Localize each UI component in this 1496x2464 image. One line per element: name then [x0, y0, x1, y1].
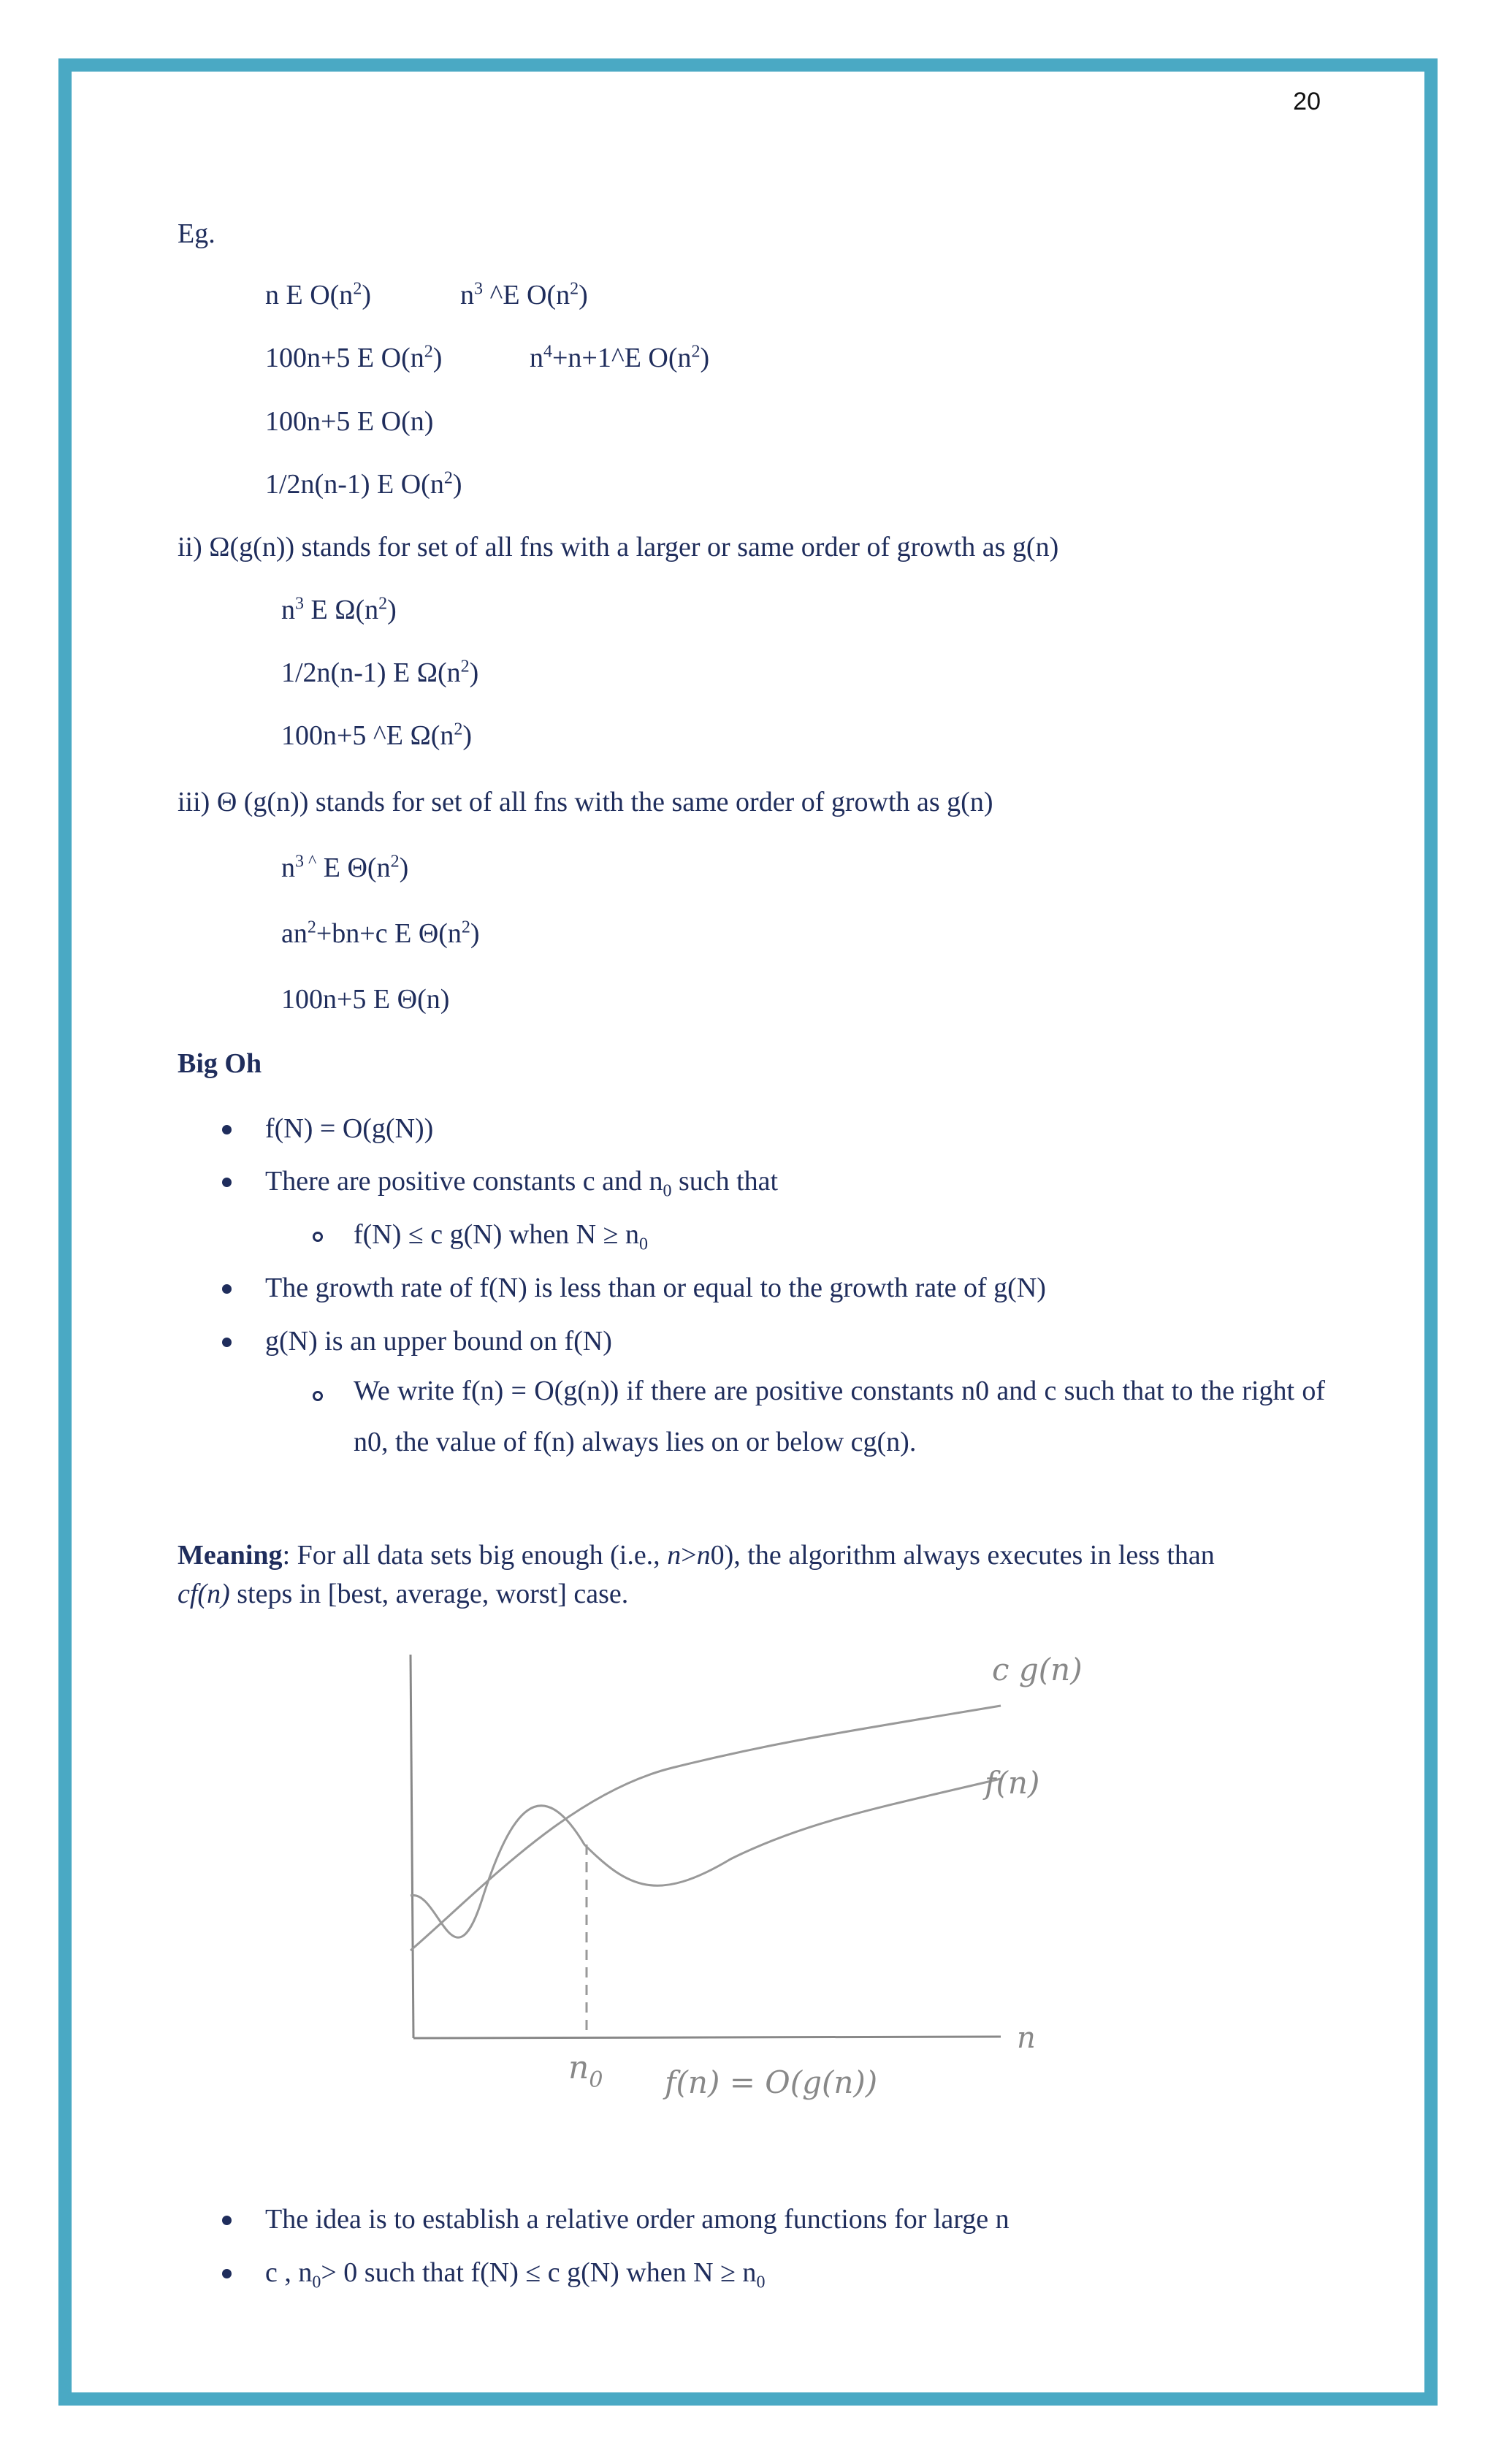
figure-caption: f(n) = O(g(n)) — [665, 2064, 878, 2100]
theta-heading: iii) Θ (g(n)) stands for set of all fns with the same order of growth as g(n) — [178, 787, 993, 817]
f-label: f(n) — [985, 1765, 1040, 1801]
bullet-icon — [222, 2269, 232, 2278]
cg-curve — [411, 1706, 1001, 1950]
n0-label: $n_0$ — [568, 2049, 603, 2093]
o-example-5: 100n+5 E O(n) — [265, 406, 434, 437]
big-oh-figure — [219, 1647, 1140, 2115]
o-example-4: $n^4+n+1\^{}E$ $O(n^2)$ — [530, 342, 710, 373]
o-example-2: $n^3$ ^E $O(n^2)$ — [460, 279, 588, 310]
theta-example-2: $an^2+bn+c$ E $\Theta(n^2)$ — [281, 918, 480, 949]
bullet-icon — [222, 1338, 232, 1347]
theta-example-3: 100n+5 E Θ(n) — [281, 984, 450, 1015]
cg-label: c g(n) — [992, 1652, 1083, 1687]
omega-example-3: 100n+5 ^E $\Omega(n^2)$ — [281, 720, 473, 751]
bullet-icon — [222, 1178, 232, 1187]
o-example-1: n E $O(n^2)$ — [265, 279, 371, 310]
o-example-6: 1/2n(n-1) E $O(n^2)$ — [265, 468, 462, 500]
n-axis-label: n — [1017, 2021, 1036, 2055]
omega-heading: ii) Ω(g(n)) stands for set of all fns with a larger or same order of growth as g(n) — [178, 532, 1059, 562]
big-oh-sub-bullet-1: f(N) ≤ c g(N) when $N \ge n_0$ — [354, 1219, 648, 1254]
f-curve — [411, 1779, 1001, 1937]
footer-bullet-2: c , $n_0> 0$ such that f(N) ≤ c g(N) when $N \ge n_0$ — [265, 2257, 766, 2292]
big-oh-graph — [219, 1647, 1140, 2115]
big-oh-bullet-2: There are positive constants c and $n_0$ such that — [265, 1166, 779, 1201]
omega-example-2: 1/2n(n-1) E $\Omega(n^2)$ — [281, 657, 479, 688]
x-axis — [413, 2037, 1001, 2038]
meaning-line-2: cf(n) steps in [best, average, worst] case. — [178, 1579, 629, 1609]
bullet-icon — [222, 2216, 232, 2225]
bullet-icon — [222, 1125, 232, 1134]
theta-example-1: $n^{3 \^{}}$ E $\Theta(n^2)$ — [281, 852, 409, 883]
sub-bullet-icon — [313, 1391, 323, 1401]
o-example-3: 100n+5 E $O(n^2)$ — [265, 342, 443, 373]
omega-example-1: $n^3$ E $\Omega(n^2)$ — [281, 594, 397, 625]
bullet-icon — [222, 1284, 232, 1294]
big-oh-bullet-3: The growth rate of f(N) is less than or equal to the growth rate of g(N) — [265, 1273, 1046, 1303]
big-oh-sub-bullet-2: We write f(n) = O(g(n)) if there are positive constants n0 and c such that to the right of n0, the value of f(n) always lies on or below cg(n). — [354, 1376, 1325, 1457]
meaning-line-1: Meaning: For all data sets big enough (i.e., n>n0), the algorithm always executes in less than — [178, 1540, 1215, 1571]
big-oh-bullet-1: f(N) = O(g(N)) — [265, 1113, 434, 1144]
y-axis — [411, 1655, 413, 2038]
eg-label: Eg. — [178, 218, 215, 249]
footer-bullet-1: The idea is to establish a relative order among functions for large n — [265, 2204, 1010, 2235]
big-oh-bullet-4: g(N) is an upper bound on f(N) — [265, 1326, 612, 1357]
sub-bullet-icon — [313, 1232, 323, 1242]
page-number: 20 — [1293, 88, 1321, 115]
big-oh-title: Big Oh — [178, 1048, 262, 1079]
